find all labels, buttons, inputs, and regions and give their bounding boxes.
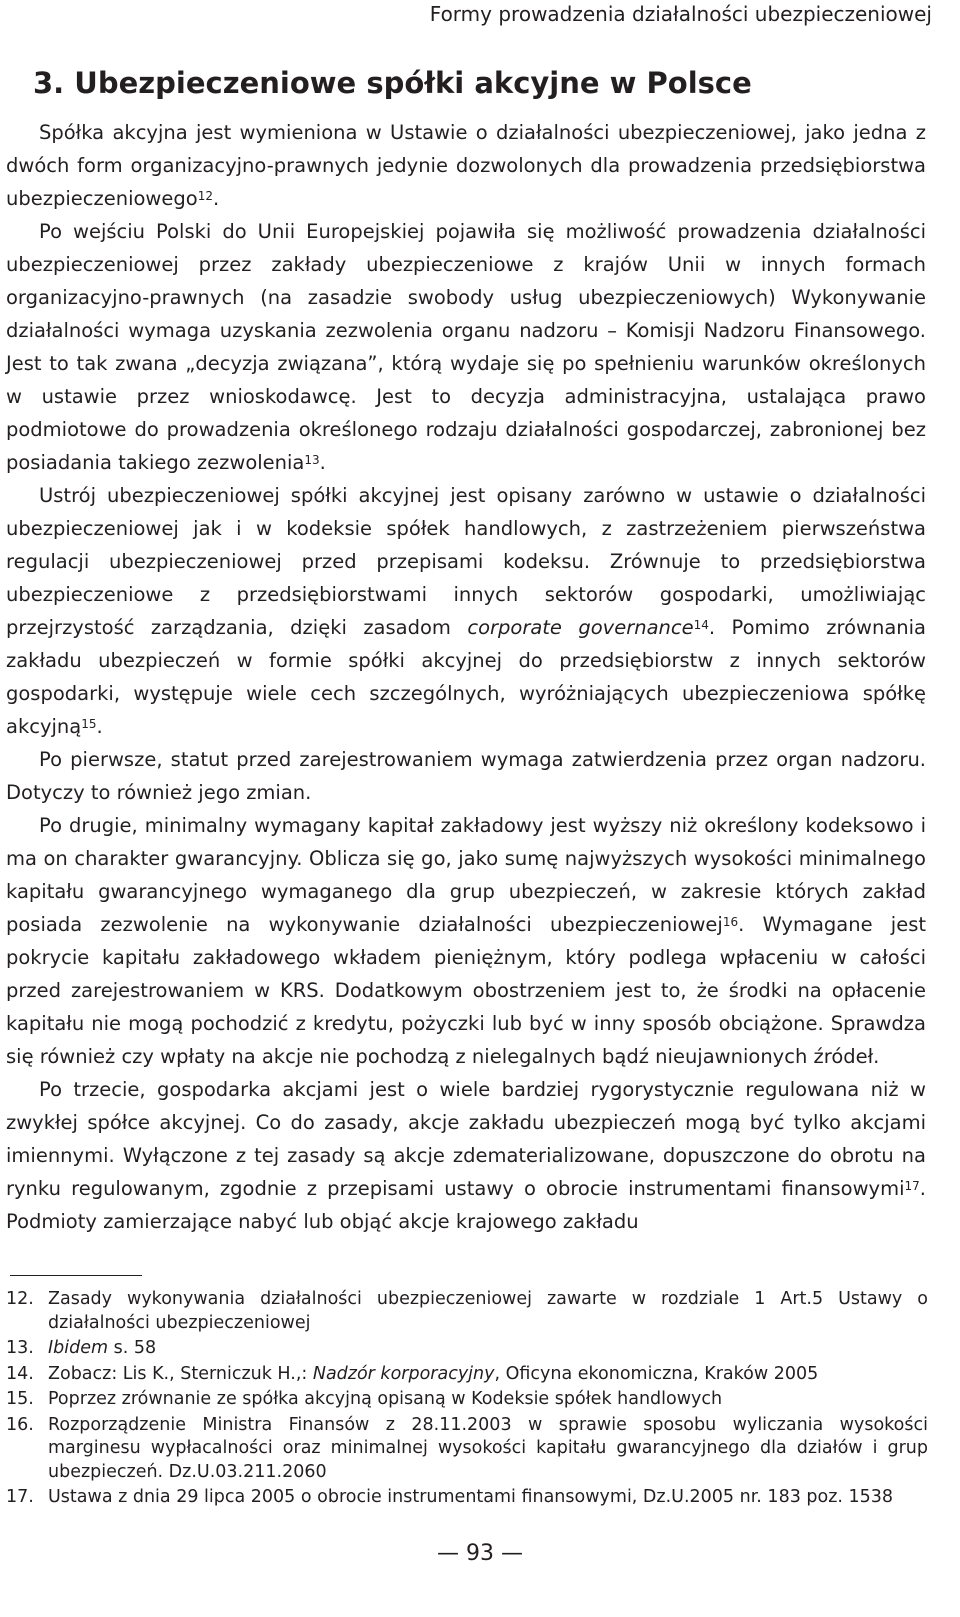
footnote-ref-13: 13 bbox=[304, 453, 320, 467]
footnote-ref-16: 16 bbox=[722, 915, 739, 929]
footnote-number: 17. bbox=[6, 1487, 34, 1507]
footnote-16 bbox=[6, 1414, 928, 1485]
footnote-number: 12. bbox=[6, 1289, 34, 1309]
footnote-text: Ustawa z dnia 29 lipca 2005 o obrocie instrumentami finansowymi, Dz.U.2005 nr. 183 poz. 1538 bbox=[48, 1487, 894, 1507]
footnote-text: Rozporządzenie Ministra Finansów z 28.11.2003 w sprawie sposobu wyliczania wysokości marginesu wypłacalności oraz minimalnej wysokości kapitału gwarancyjnego dla działów i grup ubezpieczeń. Dz.U.03.211.2060 bbox=[48, 1414, 928, 1482]
paragraph-6-text-a: Po trzecie, gospodarka akcjami jest o wiele bardziej rygorystycznie regulowana niż w zwykłej spółce akcyjnej. Co do zasady, akcje zakładu ubezpieczeń mogą być tylko akcjami imiennymi. Wyłączone z tej zasady są akcje zdematerializowane, dopuszczone do obrotu na rynku regulowanym, zgodnie z przepisami ustawy o obrocie instrumentami finansowymi bbox=[6, 1078, 926, 1200]
footnote-text-tail: s. 58 bbox=[108, 1338, 157, 1358]
footnote-text: Zasady wykonywania działalności ubezpieczeniowej zawarte w rozdziale 1 Art.5 Ustawy o działalności ubezpieczeniowej bbox=[48, 1289, 928, 1333]
paragraph-5-text-b: . Wymagane jest pokrycie kapitału zakładowego wkładem pieniężnym, który podlega wpłaceniu w całości przed zarejestrowaniem w KRS. Dodatkowym obostrzeniem jest to, że środki na opłacenie kapitału nie mogą pochodzić z kredytu, pożyczki lub być w inny sposób obciążone. Sprawdza się również czy wpłaty na akcje nie pochodzą z nielegalnych bądź nieujawnionych źródeł. bbox=[6, 913, 926, 1068]
footnote-number: 15. bbox=[6, 1389, 34, 1409]
footnote-ref-12: 12 bbox=[197, 189, 213, 203]
footnote-text-b: , Oficyna ekonomiczna, Kraków 2005 bbox=[494, 1363, 819, 1384]
footnote-12 bbox=[6, 1288, 928, 1335]
paragraph-1-end: . bbox=[212, 187, 220, 210]
paragraph-3-end: . bbox=[96, 715, 103, 738]
body-text bbox=[6, 116, 926, 1238]
paragraph-3-text-a: Ustrój ubezpieczeniowej spółki akcyjnej jest opisany zarówno w ustawie o działalności ubezpieczeniowej jak i w kodeksie spółek handlowych, z zastrzeżeniem pierwszeństwa regulacji ubezpieczeniowej przed przepisami kodeksu. Zrównuje to przedsiębiorstwa ubezpieczeniowe z przedsiębiorstwami innych sektorów gospodarki, umożliwiając przejrzystość zarządzania, dzięki zasadom bbox=[6, 484, 926, 639]
paragraph-4-text: Po pierwsze, statut przed zarejestrowaniem wymaga zatwierdzenia przez organ nadzoru. Dotyczy to również jego zmian. bbox=[6, 748, 926, 804]
paragraph-1 bbox=[6, 116, 926, 215]
page-number: — 93 — bbox=[437, 1541, 523, 1566]
paragraph-2-end: . bbox=[319, 451, 326, 474]
footnote-ref-17: 17 bbox=[904, 1179, 920, 1193]
footnote-number: 14. bbox=[6, 1363, 34, 1384]
footnote-13 bbox=[6, 1337, 928, 1361]
footnote-number: 13. bbox=[6, 1338, 34, 1358]
footnote-17 bbox=[6, 1486, 928, 1510]
paragraph-4 bbox=[6, 743, 926, 809]
footnote-number: 16. bbox=[6, 1414, 34, 1435]
footnote-italic: Nadzór korporacyjny bbox=[312, 1363, 495, 1384]
footnotes bbox=[6, 1288, 928, 1512]
footnote-italic: Ibidem bbox=[48, 1338, 109, 1358]
paragraph-5 bbox=[6, 809, 926, 1073]
footnote-15 bbox=[6, 1388, 928, 1412]
paragraph-2-text: Po wejściu Polski do Unii Europejskiej pojawiła się możliwość prowadzenia działalności ubezpieczeniowej przez zakłady ubezpieczeniowe z krajów Unii w innych formach organizacyjno-prawnych (na zasadzie swobody usług ubezpieczeniowych) Wykonywanie działalności wymaga uzyskania zezwolenia organu nadzoru – Komisji Nadzoru Finansowego. Jest to tak zwana „decyzja związana”, którą wydaje się po spełnieniu warunków określonych w ustawie przez wnioskodawcę. Jest to decyzja administracyjna, ustalająca prawo podmiotowe do prowadzenia określonego rodzaju działalności gospodarczej, zabronionej bez posiadania takiego zezwolenia bbox=[6, 220, 926, 474]
paragraph-3 bbox=[6, 479, 926, 743]
footnote-ref-14: 14 bbox=[693, 618, 709, 632]
running-header: Formy prowadzenia działalności ubezpieczeniowej bbox=[429, 2, 932, 26]
paragraph-6 bbox=[6, 1073, 926, 1238]
footnote-text: Poprzez zrównanie ze spółka akcyjną opisaną w Kodeksie spółek handlowych bbox=[48, 1389, 723, 1409]
footnote-divider bbox=[10, 1275, 142, 1276]
footnote-text bbox=[48, 1337, 928, 1361]
paragraph-3-italic: corporate governance bbox=[467, 616, 694, 639]
section-title: 3. Ubezpieczeniowe spółki akcyjne w Polsce bbox=[33, 66, 752, 100]
paragraph-6-text-b: . Podmioty zamierzające nabyć lub objąć akcje krajowego zakładu bbox=[6, 1177, 926, 1233]
paragraph-5-text-a: Po drugie, minimalny wymagany kapitał zakładowy jest wyższy niż określony kodeksowo i ma on charakter gwarancyjny. Oblicza się go, jako sumę najwyższych wysokości minimalnego kapitału gwarancyjnego wymaganego dla grup ubezpieczeń, w zakresie których zakład posiada zezwolenie na wykonywanie działalności ubezpieczeniowej bbox=[6, 814, 926, 936]
footnote-ref-15: 15 bbox=[81, 717, 97, 731]
footnote-text bbox=[48, 1363, 928, 1387]
footnote-text-a: Zobacz: Lis K., Sterniczuk H.,: bbox=[48, 1363, 313, 1384]
paragraph-2 bbox=[6, 215, 926, 479]
paragraph-1-text: Spółka akcyjna jest wymieniona w Ustawie o działalności ubezpieczeniowej, jako jedna z dwóch form organizacyjno-prawnych jedynie dozwolonych dla prowadzenia przedsiębiorstwa ubezpieczeniowego bbox=[6, 121, 926, 210]
paragraph-3-text-b: . Pomimo zrównania zakładu ubezpieczeń w formie spółki akcyjnej do przedsiębiorstw z innych sektorów gospodarki, występuje wiele cech szczególnych, wyróżniających ubezpieczeniowa spółkę akcyjną bbox=[6, 616, 926, 738]
footnote-14 bbox=[6, 1363, 928, 1387]
